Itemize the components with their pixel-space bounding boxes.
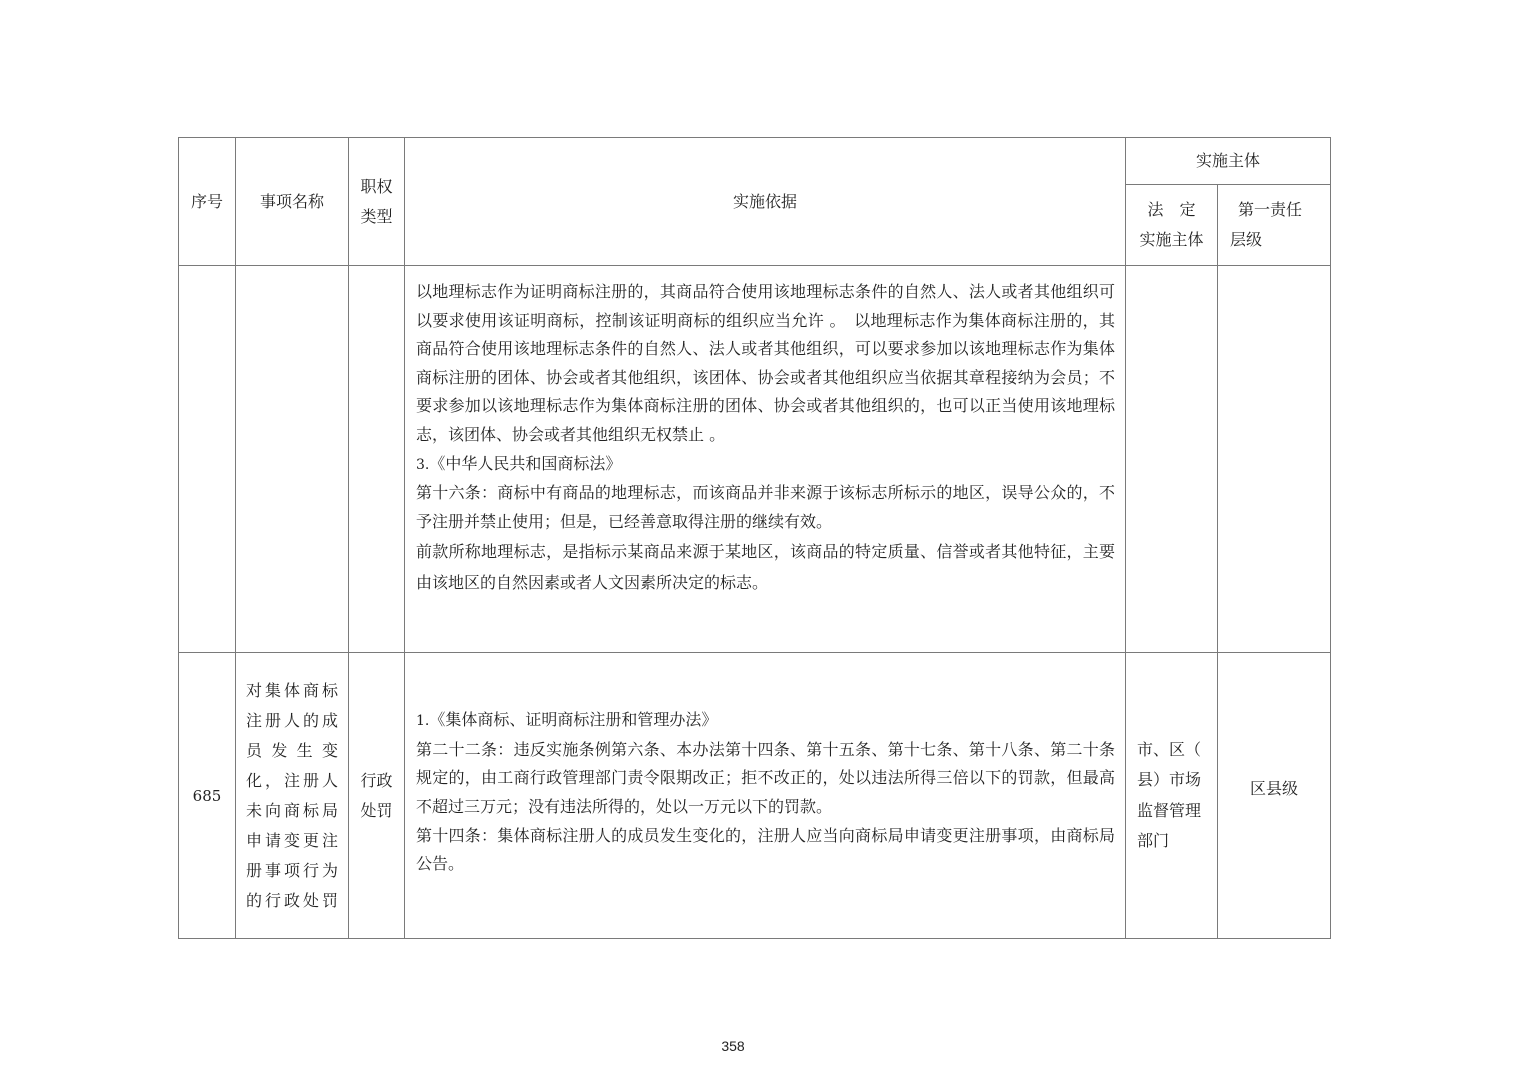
header-authority-type	[349, 138, 405, 266]
row-item-name	[236, 653, 349, 939]
row-legal-subject	[1126, 653, 1218, 939]
item-name-line: 员发生变	[246, 740, 338, 760]
header-authority-type-line-1: 职权	[360, 176, 393, 196]
continuation-legal-subject	[1126, 266, 1218, 653]
continuation-basis	[405, 266, 1126, 653]
basis-paragraph: 以地理标志作为证明商标注册的，其商品符合使用该地理标志条件的自然人、法人或者其他组织可以要求使用该证明商标，控制该证明商标的组织应当允许 。 以地理标志作为集体商标注册的，其商品符合使用该地理标志条件的自然人、法人或者其他组织，可以要求参加以该地理标志作为集体商标注册的团体、协会或者其他组织，该团体、协会或者其他组织应当依据其章程接纳为会员；不要求参加以该地理标志作为集体商标注册的团体、协会或者其他组织的，也可以正当使用该地理标志，该团体、协会或者其他组织无权禁止 。	[416, 282, 1115, 444]
continuation-item-name	[236, 266, 349, 653]
header-legal-subject-line-1: 法 定	[1147, 200, 1196, 219]
item-name-line: 册事项行为	[246, 860, 338, 880]
document-table-area	[178, 137, 1330, 938]
item-name-line: 未向商标局	[246, 800, 338, 820]
item-name-line: 申请变更注	[246, 830, 338, 850]
law-title: 《中华人民共和国商标法》	[429, 453, 622, 473]
header-first-level-line-2: 层级	[1230, 230, 1263, 249]
table-row-685	[179, 653, 1331, 939]
header-authority-type-line-2: 类型	[360, 206, 393, 226]
basis-paragraph: 第二十二条：违反实施条例第六条、本办法第十四条、第十五条、第十七条、第十八条、第二十条规定的，由工商行政管理部门责令限期改正；拒不改正的，处以违法所得三倍以下的罚款，但最高不超过三万元；没有违法所得的，处以一万元以下的罚款。	[416, 739, 1115, 816]
item-name-line: 对集体商标	[246, 680, 338, 700]
basis-paragraph: 前款所称地理标志，是指标示某商品来源于某地区，该商品的特定质量、信誉或者其他特征，主要由该地区的自然因素或者人文因素所决定的标志。	[416, 542, 1115, 593]
header-seq: 序号	[179, 138, 236, 266]
law-title-line	[416, 706, 1115, 736]
law-number: 1.	[416, 713, 430, 730]
header-item-name: 事项名称	[236, 138, 349, 266]
law-title-line	[416, 450, 1115, 480]
row-first-level: 区县级	[1218, 653, 1331, 939]
continuation-row	[179, 266, 1331, 653]
authority-type-line-2: 处罚	[360, 800, 393, 820]
item-name-line: 化，注册人	[246, 770, 338, 790]
continuation-seq	[179, 266, 236, 653]
continuation-authority-type	[349, 266, 405, 653]
header-basis: 实施依据	[405, 138, 1126, 266]
law-title: 《集体商标、证明商标注册和管理办法》	[429, 710, 718, 730]
law-number: 3.	[416, 456, 430, 473]
legal-subject-line: 部门	[1137, 831, 1170, 850]
legal-subject-line: 市、区（	[1137, 739, 1202, 759]
header-subject: 实施主体	[1126, 138, 1331, 185]
legal-subject-line: 县）市场	[1137, 770, 1202, 789]
authority-table	[178, 137, 1331, 939]
basis-paragraph: 第十四条：集体商标注册人的成员发生变化的，注册人应当向商标局申请变更注册事项，由商标局公告。	[416, 825, 1115, 874]
header-first-level	[1218, 185, 1331, 266]
legal-subject-line: 监督管理	[1137, 800, 1202, 820]
authority-type-line-1: 行政	[360, 770, 393, 790]
basis-paragraph: 第十六条：商标中有商品的地理标志，而该商品并非来源于该标志所标示的地区，误导公众的，不予注册并禁止使用；但是，已经善意取得注册的继续有效。	[416, 483, 1115, 531]
header-legal-subject-line-2: 实施主体	[1139, 230, 1204, 249]
header-row-1	[179, 138, 1331, 185]
page-number: 358	[721, 1038, 745, 1054]
row-authority-type	[349, 653, 405, 939]
row-basis	[405, 653, 1126, 939]
row-seq: 685	[179, 653, 236, 939]
continuation-first-level	[1218, 266, 1331, 653]
header-first-level-line-1: 第一责任	[1238, 200, 1303, 219]
item-name-line: 注册人的成	[246, 710, 338, 730]
item-name-line: 的行政处罚	[246, 890, 338, 910]
header-legal-subject	[1126, 185, 1218, 266]
